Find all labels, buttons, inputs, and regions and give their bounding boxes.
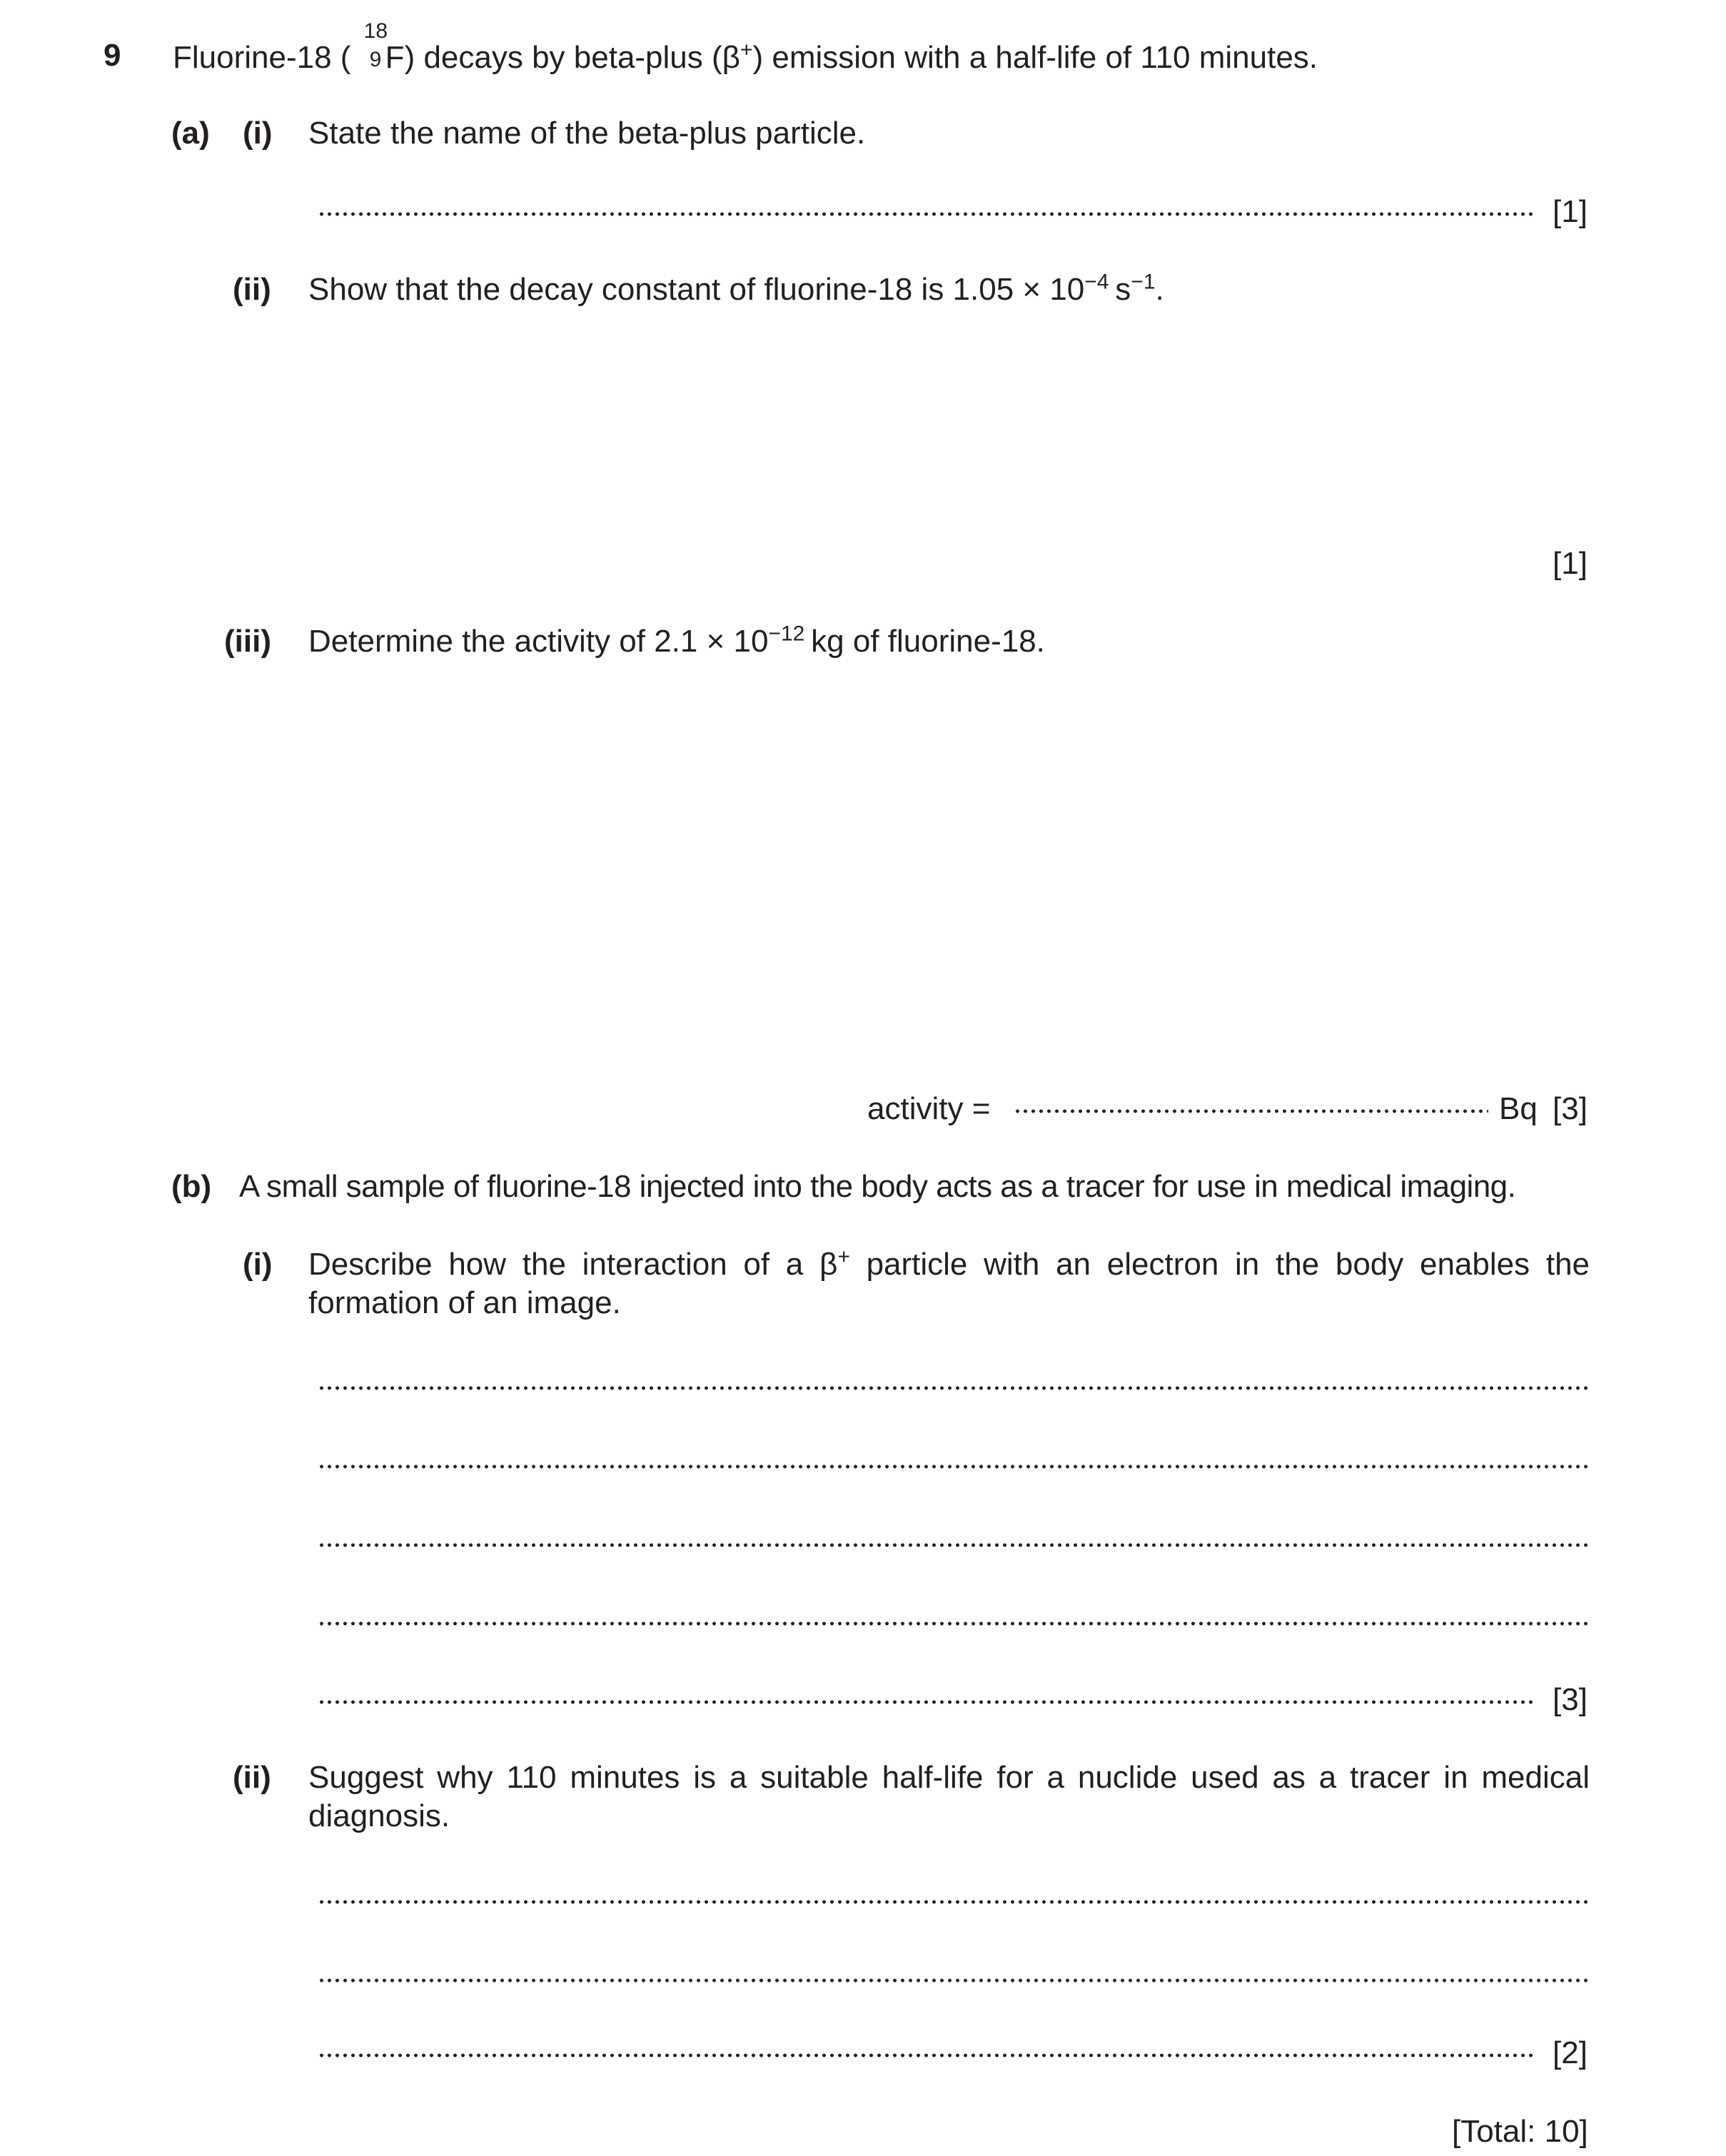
beta-plus-sign: + [740,38,753,62]
stem-middle: ) decays by beta-plus (β [404,40,740,75]
part-a-iii-marks: [3] [1553,1091,1588,1126]
part-b-ii-label: (ii) [233,1760,271,1795]
part-b-ii-marks: [2] [1553,2035,1588,2070]
part-b-ii-text: Suggest why 110 minutes is a suitable half-life for a nuclide used as a tracer in medical diagnosis. [308,1760,1590,1833]
nuclide-symbol: F [385,40,405,75]
answer-line[interactable] [318,1976,1590,1985]
atomic-number: 9 [369,48,382,71]
stem-suffix: ) emission with a half-life of 110 minutes. [752,40,1318,75]
part-a-iii-exponent: −12 [768,622,805,646]
part-b-text: A small sample of fluorine-18 injected into the body acts as a tracer for use in medical imaging. [239,1169,1516,1204]
part-b-i-marks: [3] [1553,1682,1588,1717]
part-b-i-beta-plus-sign: + [837,1245,850,1269]
part-a-iii-text-end: kg of fluorine-18. [811,624,1045,659]
total-marks: [Total: 10] [1452,2114,1588,2149]
question-stem [173,19,1318,77]
part-a-ii-unit-exponent: −1 [1131,270,1156,294]
nuclide-notation [360,19,388,71]
part-b-i-text-start: Describe how the interaction of a β [308,1247,838,1282]
answer-line[interactable] [318,1898,1590,1906]
answer-line[interactable] [318,1541,1590,1549]
part-a-ii-unit: s [1115,272,1131,307]
part-a-ii-text [308,270,1164,309]
part-a-ii-text-start: Show that the decay constant of fluorine-18 is 1.05 × 10 [308,272,1085,307]
activity-label: activity = [867,1091,991,1126]
part-b-label: (b) [171,1169,212,1204]
part-a-ii-end: . [1155,272,1164,307]
stem-prefix: Fluorine-18 ( [173,40,351,75]
part-b-i-text [308,1245,1590,1322]
part-a-ii-label: (ii) [233,272,271,307]
part-a-i-label: (i) [243,116,273,151]
mass-number: 18 [363,19,388,43]
answer-line[interactable] [318,1462,1590,1471]
answer-line[interactable] [318,1384,1590,1392]
part-a-ii-marks: [1] [1553,546,1588,581]
question-number: 9 [104,38,121,73]
part-a-iii-label: (iii) [224,624,271,659]
part-b-i-label: (i) [243,1247,273,1282]
activity-unit: Bq [1499,1091,1538,1126]
part-a-iii-text-start: Determine the activity of 2.1 × 10 [308,624,769,659]
answer-line[interactable] [318,1619,1590,1628]
part-b-i-text-end: particle with an electron in the body enables the formation of an image. [308,1247,1590,1320]
answer-line[interactable] [318,2051,1535,2060]
part-a-iii-text [308,622,1045,661]
answer-line[interactable] [318,210,1535,218]
part-a-label: (a) [171,116,210,151]
part-a-i-marks: [1] [1553,194,1588,229]
part-a-ii-exponent: −4 [1084,270,1109,294]
part-a-i-text: State the name of the beta-plus particle. [308,116,866,151]
activity-answer-line[interactable] [1014,1107,1488,1115]
answer-line[interactable] [318,1698,1535,1706]
